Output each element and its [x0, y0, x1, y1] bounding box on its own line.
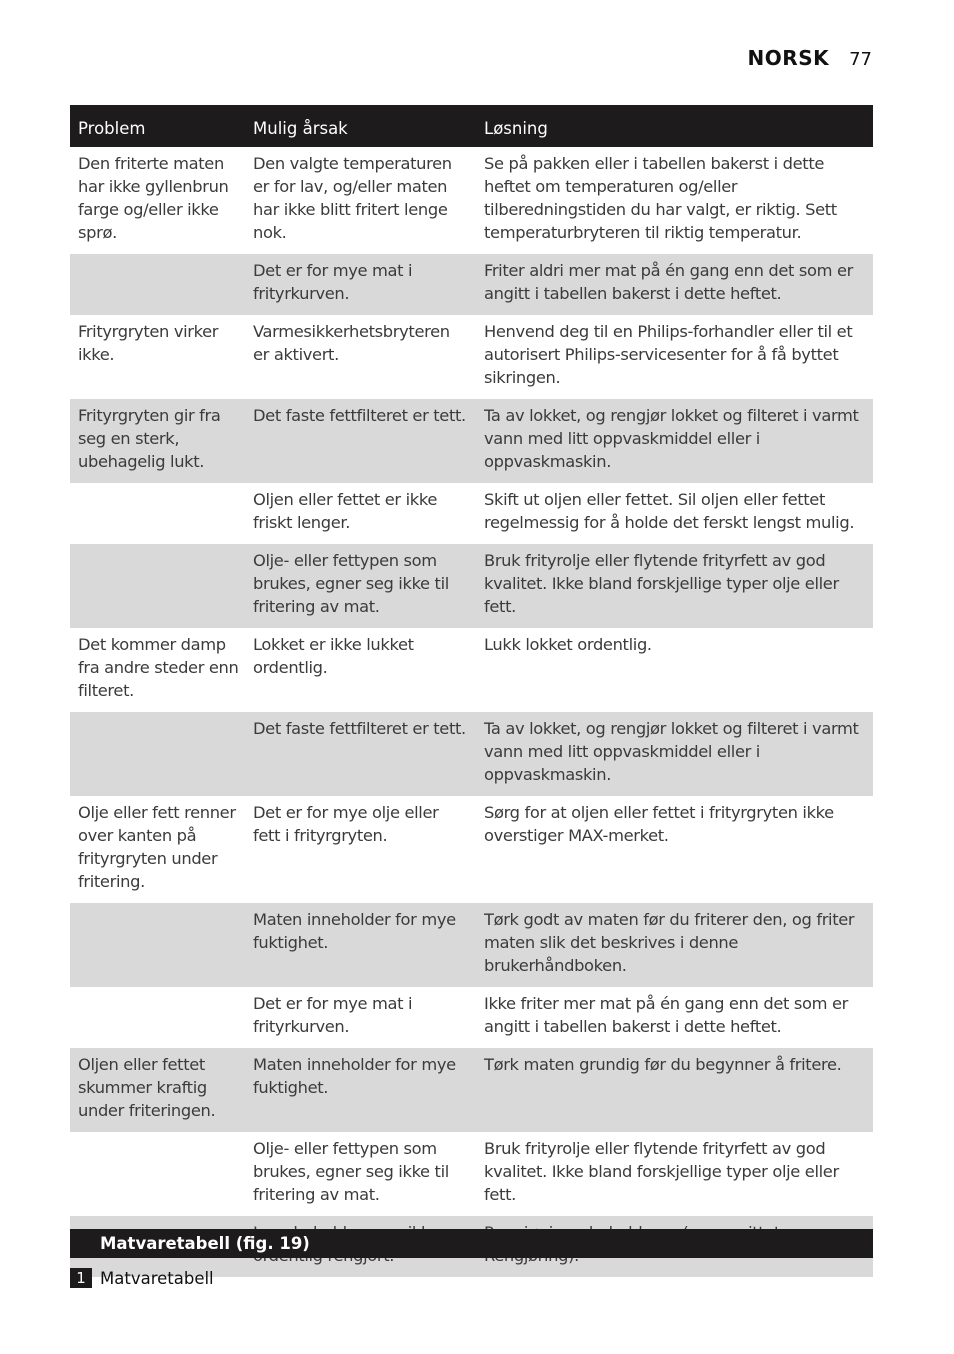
cause-cell: Olje- eller fettypen som brukes, egner seg ikke til fritering av mat.	[253, 551, 449, 616]
table-row	[70, 483, 873, 544]
troubleshooting-table	[70, 105, 873, 1277]
language-label: NORSK	[747, 46, 830, 70]
solution-cell: Friter aldri mer mat på én gang enn det som er angitt i tabellen bakerst i dette heftet.	[484, 261, 854, 303]
problem-cell	[70, 544, 245, 628]
table-header-row	[70, 105, 873, 147]
table-row	[70, 544, 873, 628]
cause-cell: Varmesikkerhetsbryteren er aktivert.	[253, 322, 450, 364]
figure-reference	[70, 1268, 214, 1288]
cause-cell: Maten inneholder for mye fuktighet.	[253, 1055, 456, 1097]
figure-number-badge: 1	[70, 1268, 92, 1288]
solution-cell: Bruk frityrolje eller flytende frityrfett av god kvalitet. Ikke bland forskjellige typer olje eller fett.	[484, 551, 839, 616]
problem-cell: Frityrgryten virker ikke.	[78, 322, 219, 364]
section-heading: Matvaretabell (fig. 19)	[70, 1229, 873, 1258]
problem-cell: Det kommer damp fra andre steder enn filteret.	[78, 635, 239, 700]
page-header	[748, 46, 872, 70]
table-row	[70, 903, 873, 987]
solution-cell: Skift ut oljen eller fettet. Sil oljen eller fettet regelmessig for å holde det ferskt lengst mulig.	[484, 490, 855, 532]
table-row	[70, 1048, 873, 1132]
cause-cell: Det er for mye mat i frityrkurven.	[253, 994, 413, 1036]
cause-cell: Lokket er ikke lukket ordentlig.	[253, 635, 414, 677]
cause-cell: Olje- eller fettypen som brukes, egner seg ikke til fritering av mat.	[253, 1139, 449, 1204]
problem-cell	[70, 1132, 245, 1216]
figure-label: Matvaretabell	[100, 1268, 214, 1288]
table-row	[70, 254, 873, 315]
solution-cell: Ta av lokket, og rengjør lokket og filteret i varmt vann med litt oppvaskmiddel eller i oppvaskmaskin.	[484, 406, 859, 471]
column-header-solution: Løsning	[484, 118, 548, 138]
problem-cell	[70, 712, 245, 796]
problem-cell	[70, 987, 245, 1048]
solution-cell: Sørg for at oljen eller fettet i frityrgryten ikke overstiger MAX-merket.	[484, 803, 834, 845]
cause-cell: Maten inneholder for mye fuktighet.	[253, 910, 456, 952]
page-number: 77	[849, 49, 872, 70]
table-row	[70, 1132, 873, 1216]
table-row	[70, 987, 873, 1048]
table-row	[70, 712, 873, 796]
table-row	[70, 628, 873, 712]
problem-cell: Olje eller fett renner over kanten på frityrgryten under fritering.	[78, 803, 236, 891]
problem-cell: Oljen eller fettet skummer kraftig under friteringen.	[78, 1055, 216, 1120]
solution-cell: Lukk lokket ordentlig.	[484, 635, 652, 654]
table-row	[70, 399, 873, 483]
solution-cell: Henvend deg til en Philips-forhandler eller til et autorisert Philips-servicesenter for å få byttet sikringen.	[484, 322, 853, 387]
cause-cell: Det faste fettfilteret er tett.	[253, 719, 466, 738]
problem-cell	[70, 483, 245, 544]
cause-cell: Det faste fettfilteret er tett.	[253, 406, 466, 425]
solution-cell: Bruk frityrolje eller flytende frityrfett av god kvalitet. Ikke bland forskjellige typer olje eller fett.	[484, 1139, 839, 1204]
problem-cell	[70, 903, 245, 987]
table-row	[70, 147, 873, 254]
problem-cell: Frityrgryten gir fra seg en sterk, ubehagelig lukt.	[78, 406, 221, 471]
cause-cell: Den valgte temperaturen er for lav, og/eller maten har ikke blitt fritert lenge nok.	[253, 154, 452, 242]
cause-cell: Det er for mye olje eller fett i frityrgryten.	[253, 803, 439, 845]
problem-cell	[70, 254, 245, 315]
solution-cell: Tørk maten grundig før du begynner å fritere.	[484, 1055, 842, 1074]
cause-cell: Oljen eller fettet er ikke friskt lenger.	[253, 490, 438, 532]
solution-cell: Ikke friter mer mat på én gang enn det som er angitt i tabellen bakerst i dette heftet.	[484, 994, 848, 1036]
problem-cell: Den friterte maten har ikke gyllenbrun farge og/eller ikke sprø.	[78, 154, 229, 242]
table-row	[70, 315, 873, 399]
solution-cell: Ta av lokket, og rengjør lokket og filteret i varmt vann med litt oppvaskmiddel eller i oppvaskmaskin.	[484, 719, 859, 784]
column-header-problem: Problem	[78, 118, 146, 138]
table-row	[70, 796, 873, 903]
solution-cell: Tørk godt av maten før du friterer den, og friter maten slik det beskrives i denne brukerhåndboken.	[484, 910, 855, 975]
column-header-cause: Mulig årsak	[253, 118, 348, 138]
cause-cell: Det er for mye mat i frityrkurven.	[253, 261, 413, 303]
solution-cell: Se på pakken eller i tabellen bakerst i dette heftet om temperaturen og/eller tilberedningstiden du har valgt, er riktig. Sett temperaturbryteren til riktig temperatur.	[484, 154, 837, 242]
